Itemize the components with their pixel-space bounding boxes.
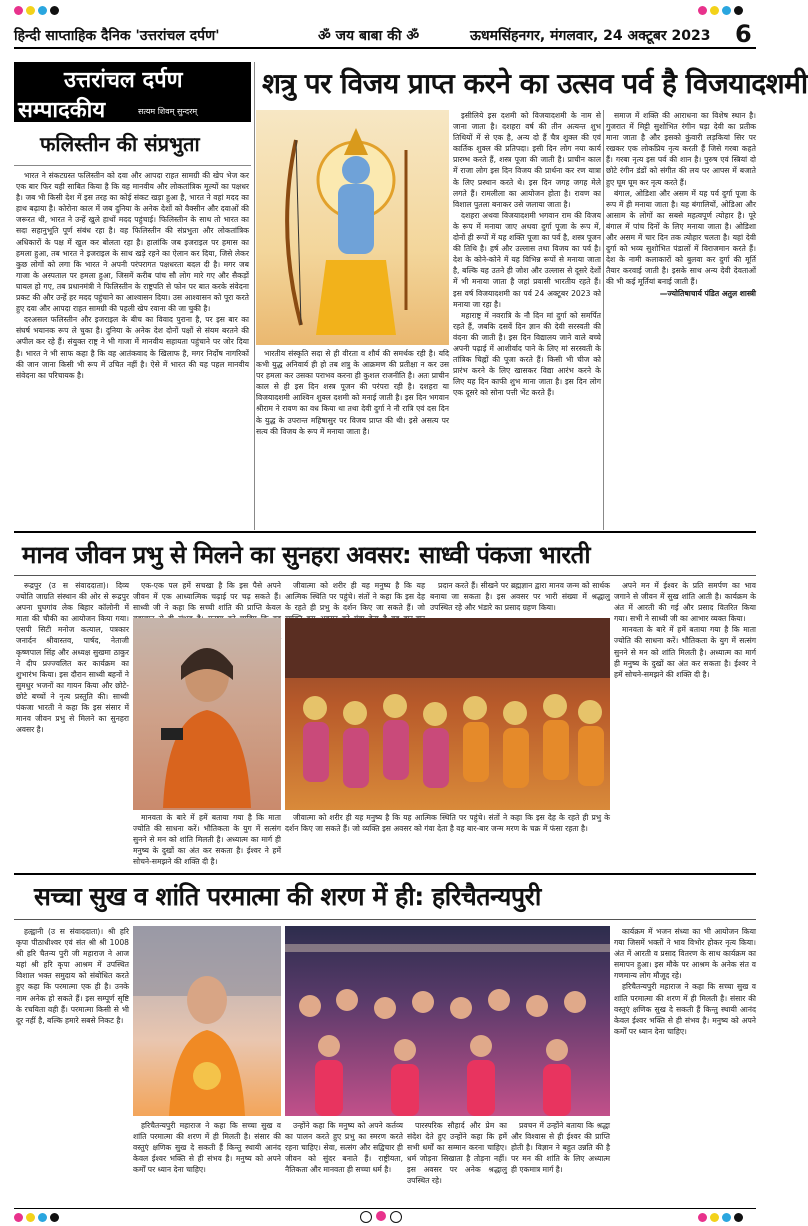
article2-paragraph: एक-एक पल हमें सचखा है कि इस पैसे अपने जीवन में एक आध्यात्मिक चढ़ाई पर चढ़ सकते हैं। साध्वी जी ने कहा कि सच्ची शांति की प्राप्ति केवल [133, 581, 281, 613]
article3-column-4-bottom [407, 1120, 507, 1206]
yellow-dot [710, 1213, 719, 1222]
magenta-dot [14, 6, 23, 15]
lead-paragraph: बंगाल, ओडिशा और असम में यह पर्व दुर्गा पूजा के रूप में ही मनाया जाता है। यह बंगालियों, ओडिआ और आसाम के लोगों का सबसे महत्वपूर्ण त्योहार है। पूरे बंगाल में पांच दिनों के लिए मनाया जाता है। ओडिशा और असम में चार दिन तक त्योहार चलता है। यहां देवी दुर्गा को भव्य सुशोभित पंडालों में विराजमान करते हैं। देश के नामी कलाकारों को बुलवा कर दुर्गा की मूर्ति तैयार करवाई जाती है। इसके साथ अन्य देवी देवताओं की भी कई मूर्तियां बनाई जाती हैं। [606, 188, 756, 287]
header-motto: ॐ जय बाबा की ॐ [318, 28, 420, 44]
article2-column-2-bottom [133, 812, 281, 870]
lead-byline: —ज्योतिषाचार्य पंडित अतुल शास्त्री [659, 288, 756, 298]
article2-column-1 [16, 580, 129, 870]
color-dots-left [14, 6, 59, 15]
article3-headline: सच्चा सुख व शांति परमात्मा की शरण में ही: हरिचैतन्यपुरी [34, 882, 541, 911]
reg-circle-icon [360, 1211, 372, 1223]
cyan-dot [722, 1213, 731, 1222]
cyan-dot [38, 6, 47, 15]
registration-mark [360, 1211, 408, 1223]
section-rule [14, 919, 756, 920]
article2-paragraph: जीवात्मा को शरीर ही यह मनुष्य है कि यह आत्मिक स्थिति पर पहुंचे। संतों ने कहा कि इस देह के रहते ही प्रभु के दर्शन किए जा सकते हैं। जो [285, 581, 425, 613]
article3-column-5-bottom [511, 1120, 610, 1206]
article2-column-2-top [133, 580, 281, 616]
footer-rule [14, 1208, 756, 1209]
article2-paragraph: रूद्रपुर (उ स संवाददाता)। दिव्य ज्योति जाग्रति संस्थान की ओर से रूद्रपुर अपना घुघगांव लेक बिहार कॉलोनी में माता की चौकी का आयोजन किया गया। एसपी सिटी मनोज कत्याल, पत्रकार जनार्दन श्रीवास्तव, पार्षद, नेताजी कृष्णपाल सिंह और अध्यक्ष सुखमा ठाकुर ने दीप प्रज्ज्वलित कर कार्यक्रम का शुभारंभ किया। इस दौरान साध्वी बहनों ने सुमधुर भजनों का गायन किया और छोटे-छोटे बच्चों ने नृत्य प्रस्तुति की। साध्वी पंकजा भारती ने कहा कि इस संसार में मानव जीवन प्रभु से मिलने का सुनहरा अवसर है। [16, 581, 129, 735]
crowd-figures [285, 618, 610, 810]
magenta-dot [14, 1213, 23, 1222]
sadhvi-pankaja-photo [133, 618, 281, 810]
header-rule [14, 47, 756, 49]
article3-paragraph: प्रवचन में उन्होंने बताया कि श्रद्धा और विश्वास से ही ईश्वर की प्राप्ति होती है। विज्ञान ने बहुत उन्नति की है पर मन की शांति के लिए अध्यात्म ही एकमात्र मार्ग है। [511, 1121, 610, 1175]
reg-circle-icon [376, 1211, 386, 1221]
editorial-body [16, 170, 249, 525]
editorial-title: फलिस्तीन की संप्रभुता [40, 132, 200, 156]
devotees-crowd-photo [285, 926, 610, 1116]
lead-paragraph: महाराष्ट्र में नवरात्रि के नौ दिन मां दुर्गा को समर्पित रहते हैं, जबकि दसवें दिन ज्ञान की देवी सरस्वती की वंदना की जाती है। इस दिन विद्यालय जाने वाले बच्चे अपनी पढ़ाई में आशीर्वाद पाने के लिए मां सरस्वती के तांत्रिक चिह्नों की पूजा करते हैं। किसी भी चीज को प्रारंभ करने के लिए खासकर विद्या आरंभ करने के लिए यह दिन काफी शुभ माना जाता है। इस दिन लोग एक दूसरे को सोना पत्ती भेंट करते हैं। [453, 310, 601, 398]
article3-column-6 [614, 926, 756, 1206]
article3-paragraph: पारस्परिक सौहार्द और प्रेम का संदेश देते हुए उन्होंने कहा कि हमें सभी धर्मों का सम्मान करना चाहिए। धर्म जोड़ना सिखाता है तोड़ना नहीं। इस अवसर पर अनेक श्रद्धालु उपस्थित रहे। [407, 1121, 507, 1186]
editorial-masthead [14, 62, 251, 122]
article2-column-5 [614, 580, 756, 870]
lead-paragraph: दशहरा अथवा विजयादशमी भगवान राम की विजय के रूप में मनाया जाए अथवा दुर्गा पूजा के रूप में, दोनों ही रूपों में यह शक्ति पूजा का पर्व है, शस्त्र पूजन की तिथि है। हर्ष और उल्लास तथा विजय का पर्व है। देश के कोने-कोने में यह विभिन्न रूपों से मनाया जाता है, बल्कि यह उतने ही जोश और उल्लास से दूसरे देशों में भी मनाया जाता है जहां प्रवासी भारतीय रहते हैं। इस वर्ष विजयादशमी का पर्व 24 अक्टूबर 2023 को मनाया जा रहा है। [453, 210, 601, 309]
editorial-tagline: सत्यम शिवम् सुन्दरम् [138, 107, 198, 116]
black-dot [50, 1213, 59, 1222]
magenta-dot [698, 6, 707, 15]
article2-headline: मानव जीवन प्रभु से मिलने का सुनहरा अवसर: साध्वी पंकजा भारती [22, 541, 591, 569]
editorial-brand: उत्तरांचल दर्पण [64, 68, 183, 93]
black-dot [734, 1213, 743, 1222]
yellow-dot [26, 1213, 35, 1222]
article3-paragraph: उन्होंने कहा कि मनुष्य को अपने कर्तव्य का पालन करते हुए प्रभु का स्मरण करते रहना चाहिए। सेवा, सत्संग और सद्विचार ही जीवन को सुंदर बनाते हैं। राष्ट्रीयता, नैतिकता और मानवता ही सच्चा धर्म है। [285, 1121, 403, 1175]
editorial-section-title: सम्पादकीय [18, 98, 106, 123]
article3-paragraph: कार्यक्रम में भजन संध्या का भी आयोजन किया गया जिसमें भक्तों ने भाव विभोर होकर नृत्य किया। अंत में आरती व प्रसाद वितरण के साथ कार्यक्रम का समापन हुआ। इस मौके पर आश्रम के अनेक संत व गणमान्य लोग मौजूद रहे। [614, 927, 756, 981]
section-rule [14, 873, 756, 875]
article2-paragraph: प्रदान करते हैं। सीखने पर ब्रह्मज्ञान द्वारा मानव जन्म को सार्थक बनाया जा सकता है। इस अवसर पर भारी संख्या में श्रद्धालु उपस्थित रहे और भंडारे का प्रसाद ग्रहण किया। [430, 581, 610, 613]
lord-ram-figure [256, 110, 449, 345]
article2-paragraph: मानवता के बारे में हमें बताया गया है कि माता ज्योति की साधना करें। भौतिकता के युग में सत्संग सुनने से मन को शांति मिलती है। अध्यात्म का मार्ग ही मनुष्य के दुखों का अंत कर सकता है। ईश्वर ने हमें सोचने-समझने की शक्ति दी है। [614, 625, 756, 679]
editorial-paragraph: भारत ने संकटग्रस्त फलिस्तीन को दवा और आपदा राहत सामग्री की खेप भेज कर एक बार फिर यही साबित किया है कि वह मानवीय और लोकतांत्रिक मूल्यों का पक्षधर है। जब भी किसी देश में इस तरह का कोई संकट खड़ा हुआ है, भारत ने वहां मदद का हाथ बढ़ाया है। कोरोना काल में जब दुनिया के अनेक देशों को वैक्सीन और दवाओं की जरूरत थी, भारत ने उन्हें खुले हाथों मदद पहुंचाई। फिलिस्तीन के साथ तो भारत का सदा सहानुभूति पूर्ण संबंध रहा है। वह फिलिस्तीन की संप्रभुता और लोकतांत्रिक अधिकारों के पक्ष में खुल कर बोलता रहा है। हालांकि जब इजराइल पर हमास का हमला हुआ, तब भारत ने इजराइल के साथ खड़े रहने का ऐलान कर दिया, जिसे लेकर कुछ लोगों को लगा कि भारत ने अपनी परंपरागत पक्षधरता बदल दी है। मगर जब गाजा के अस्पताल पर हमला हुआ, जिसमें करीब पांच सौ लोग मारे गए और सैकड़ों घायल हो गए, तब प्रधानमंत्री ने फिलिस्तीन के राष्ट्रपति से फोन पर बात करके संवेदना प्रकट की और उन्हें हर मदद पहुंचाने का आश्वासन दिया। उस आश्वासन को पूरा करते हुए दवा और आपदा राहत सामग्री की पहली खेप रवाना की जा चुकी है। [16, 171, 249, 314]
header-newspaper-name: हिन्दी साप्ताहिक दैनिक 'उत्तरांचल दर्पण' [14, 28, 220, 44]
yellow-dot [710, 6, 719, 15]
devotee-figures [285, 926, 610, 1116]
satsang-crowd-photo [285, 618, 610, 810]
lead-paragraph: भारतीय संस्कृति सदा से ही वीरता व शौर्य की समर्थक रही है। यदि कभी युद्ध अनिवार्य ही हो तब शत्रु के आक्रमण की प्रतीक्षा न कर उस पर हमला कर उसका पराभव करना ही कुशल राजनीति है। अतः प्राचीन काल से ही इस दिन शस्त्र पूजन की परंपरा रही है। दशहरा या विजयादशमी आश्विन शुक्ल दशमी को मनाई जाती है। इस दिन भगवान श्रीराम ने रावण का वध किया था तथा देवी दुर्गा ने नौ रात्रि एवं दस दिन के युद्ध के उपरान्त महिषासुर पर विजय प्राप्त की थी। इसे असत्य पर सत्य की विजय के रूप में मनाया जाता है। [256, 349, 449, 436]
article2-column-4-top [430, 580, 610, 616]
black-dot [734, 6, 743, 15]
article2-paragraph: अपने मन में ईश्वर के प्रति समर्पण का भाव जगाने से जीवन में सुख शांति आती है। कार्यक्रम के अंत में आरती की गई और प्रसाद वितरित किया गया। सभी ने साध्वी जी का आभार व्यक्त किया। [614, 581, 756, 624]
editorial-paragraph: दरअसल फलिस्तीन और इजराइल के बीच का विवाद पुराना है, पर इस बार का संघर्ष भयानक रूप ले चुका है। दुनिया के अनेक देश दोनों पक्षों से संयम बरतने की अपील कर रहे हैं। संयुक्त राष्ट्र ने भी गाजा में मानवीय सहायता पहुंचाने पर जोर दिया है। भारत ने भी साफ कहा है कि वह आतंकवाद के खिलाफ है, मगर निर्दोष नागरिकों की जान जाना किसी भी रूप में उचित नहीं है। ऐसे में भारत की यह पहल मानवीय संवेदना का परिचायक है। [16, 315, 249, 380]
cyan-dot [38, 1213, 47, 1222]
lead-headline: शत्रु पर विजय प्राप्त करने का उत्सव पर्व है विजयादशमी [262, 67, 808, 100]
black-dot [50, 6, 59, 15]
article2-paragraph: जीवात्मा को शरीर ही यह मनुष्य है कि यह आत्मिक स्थिति पर पहुंचे। संतों ने कहा कि इस देह के रहते ही प्रभु के दर्शन किए जा सकते हैं। जो व्यक्ति इस अवसर को गंवा देता है वह बार-बार जन्म मरण के चक्र में फंसा रहता है। [285, 813, 610, 834]
magenta-dot [698, 1213, 707, 1222]
lead-column-1b [256, 348, 449, 526]
article3-column-1 [16, 926, 129, 1206]
article2-paragraph: मानवता के बारे में हमें बताया गया है कि माता ज्योति की साधना करें। भौतिकता के युग में सत्संग सुनने से मन को शांति मिलती है। अध्यात्म का मार्ग ही मनुष्य के दुखों का अंत कर सकता है। ईश्वर ने हमें सोचने-समझने की शक्ति दी है। [133, 813, 281, 867]
lead-column-3 [606, 110, 756, 526]
color-dots-right [698, 6, 743, 15]
color-dots-footer-left [14, 1213, 59, 1222]
header-dateline: ऊधमसिंहनगर, मंगलवार, 24 अक्टूबर 2023 [470, 28, 711, 44]
article3-column-2-bottom [133, 1120, 281, 1206]
sadhvi-figure [133, 618, 281, 810]
page-number: 6 [735, 20, 752, 48]
saint-figure [133, 926, 281, 1116]
cyan-dot [722, 6, 731, 15]
editorial-title-box [14, 122, 251, 166]
article3-column-3-bottom [285, 1120, 403, 1206]
yellow-dot [26, 6, 35, 15]
lead-paragraph: समाज में शक्ति की आराधना का विशेष स्थान है। गुजरात में मिट्टी सुशोभित रंगीन घड़ा देवी का प्रतीक माना जाता है और इसको कुंवारी लड़कियां सिर पर रखकर एक लोकप्रिय नृत्य करती हैं जिसे गरबा कहते हैं। गरबा नृत्य इस पर्व की शान है। पुरुष एवं स्त्रियां दो छोटे रंगीन डंडों को संगीत की लय पर आपस में बजाते हुए घूम घूम कर नृत्य करते हैं। [606, 111, 756, 187]
lead-paragraph: इसीलिये इस दशमी को विजयादशमी के नाम से जाना जाता है। दशहरा वर्ष की तीन अत्यन्त शुभ तिथियों में से एक है, अन्य दो हैं चैत्र शुक्ल की एवं कार्तिक शुक्ल की प्रतिपदा। इसी दिन लोग नया कार्य प्रारम्भ करते हैं, शस्त्र पूजा की जाती है। प्राचीन काल में राजा लोग इस दिन विजय की प्रार्थना कर रण यात्रा के लिए प्रस्थान करते थे। इस दिन जगह जगह मेले लगते हैं। रामलीला का आयोजन होता है। रावण का विशाल पुतला बनाकर उसे जलाया जाता है। [453, 111, 601, 209]
lead-column-2 [453, 110, 601, 526]
column-separator [603, 110, 604, 530]
lord-ram-illustration [256, 110, 449, 345]
article3-paragraph: हरिचैतन्यपुरी महाराज ने कहा कि सच्चा सुख व शांति परमात्मा की शरण में ही मिलती है। संसार की वस्तुएं क्षणिक सुख दे सकती हैं किन्तु स्थायी आनंद केवल ईश्वर भक्ति से ही संभव है। मनुष्य को अपने कर्मों पर ध्यान देना चाहिए। [614, 982, 756, 1036]
article3-paragraph: हल्द्वानी (उ स संवाददाता)। श्री हरि कृपा पीठाधीश्वर एवं संत श्री श्री 1008 श्री हरि चैतन्य पुरी जी महाराज ने आज यहां श्री हरि कृपा आश्रम में उपस्थित विशाल भक्त समुदाय को संबोधित करते हुए कहा कि परमात्मा एक ही है। उनके नाम अनेक हो सकते हैं। इस सम्पूर्ण सृष्टि के रचयिता वही हैं। परमात्मा किसी से भी दूर नहीं है, बल्कि हमारे सबसे निकट है। [16, 927, 129, 1025]
article2-bottom-band [285, 812, 610, 870]
hari-chaitanya-puri-photo [133, 926, 281, 1116]
section-rule [14, 531, 756, 533]
article3-paragraph: हरिचैतन्यपुरी महाराज ने कहा कि सच्चा सुख व शांति परमात्मा की शरण में ही मिलती है। संसार की वस्तुएं क्षणिक सुख दे सकती हैं किन्तु स्थायी आनंद केवल ईश्वर भक्ति से ही संभव है। मनुष्य को अपने कर्मों पर ध्यान देना चाहिए। [133, 1121, 281, 1175]
color-dots-footer-right [698, 1213, 743, 1222]
column-separator [254, 62, 255, 530]
reg-circle-icon [390, 1211, 402, 1223]
section-rule [14, 575, 756, 576]
article2-column-3-top [285, 580, 425, 616]
